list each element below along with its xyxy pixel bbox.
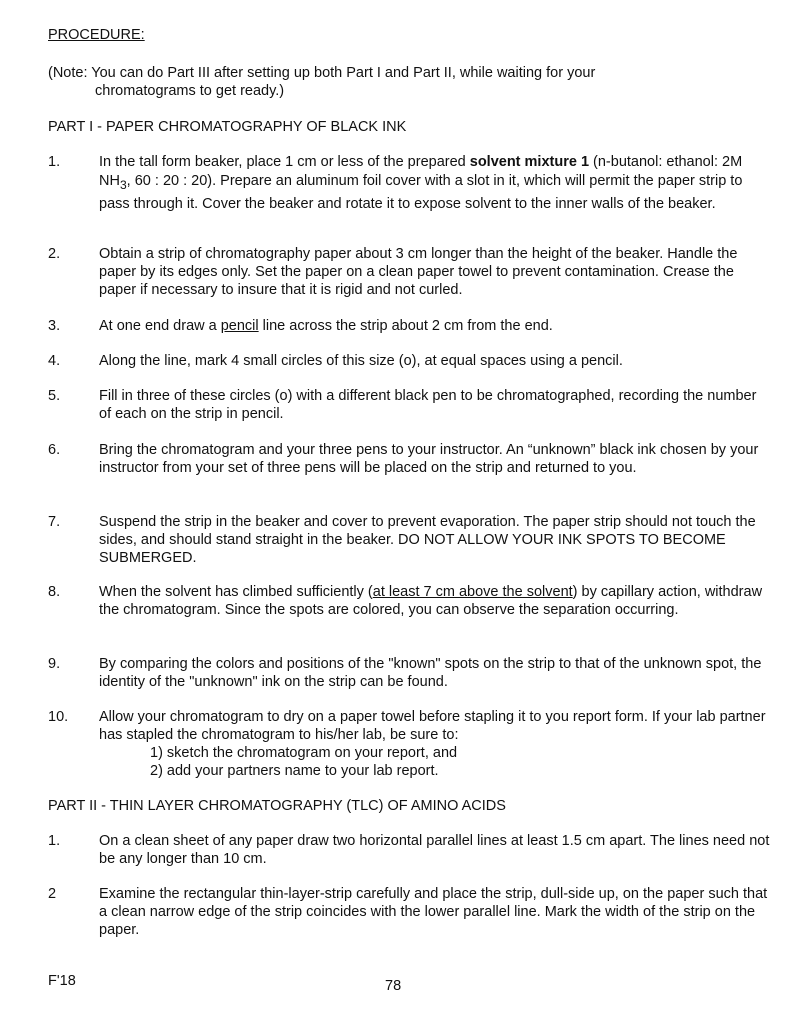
sub-item-2: 2) add your partners name to your lab report.	[150, 763, 439, 779]
subscript-3: 3	[119, 177, 127, 192]
step-text-part: line across the strip about 2 cm from the end.	[258, 318, 553, 334]
step-text-part: When the solvent has climbed sufficiently (	[99, 584, 373, 600]
step-text: Allow your chromatogram to dry on a paper towel before stapling it to you report form. If your lab partner has stapled the chromatogram to his/her lab, be sure to:	[99, 709, 766, 743]
step-number: 4.	[48, 353, 61, 369]
solvent-mixture-label: solvent mixture 1	[469, 154, 590, 170]
step-number: 7.	[48, 514, 61, 530]
step-text: Fill in three of these circles (o) with a different black pen to be chromatographed, recording the number of each on the strip in pencil.	[99, 388, 757, 422]
step-text: Obtain a strip of chromatography paper about 3 cm longer than the height of the beaker. Handle the paper by its edges only. Set the paper on a clean paper towel to prevent contamination. Crease the paper if necessary to insure that it is rigid and not curled.	[99, 246, 738, 298]
step-text	[99, 583, 771, 619]
step-text-part: ) by capillary action, withdraw the chromatogram. Since the spots are colored, you can observe the separation occurring.	[99, 584, 763, 618]
sub-item-1: 1) sketch the chromatogram on your report, and	[150, 745, 458, 761]
part1-heading: PART I - PAPER CHROMATOGRAPHY OF BLACK INK	[48, 119, 407, 135]
pencil-underlined: pencil	[220, 318, 259, 334]
step-text: On a clean sheet of any paper draw two horizontal parallel lines at least 1.5 cm apart. The lines need not be any longer than 10 cm.	[99, 833, 770, 867]
step-number: 3.	[48, 318, 61, 334]
step-number: 8.	[48, 584, 61, 600]
step-text	[99, 153, 771, 214]
footer-term: F'18	[48, 973, 76, 989]
procedure-heading: PROCEDURE:	[48, 27, 145, 43]
step-number: 9.	[48, 656, 61, 672]
step-number: 6.	[48, 442, 61, 458]
step-text: Bring the chromatogram and your three pens to your instructor. An “unknown” black ink chosen by your instructor from your set of three pens will be placed on the strip and returned to you.	[99, 442, 759, 476]
step-text	[99, 317, 771, 335]
step-text-part: (n-butanol: ethanol: 2M NH	[99, 154, 743, 189]
step-number: 10.	[48, 709, 69, 725]
step-text: Examine the rectangular thin-layer-strip carefully and place the strip, dull-side up, on the paper such that a clean narrow edge of the strip coincides with the lower parallel line. Mark the width of the strip on the paper.	[99, 886, 768, 938]
page-number: 78	[385, 978, 402, 994]
step-text-part: , 60 : 20 : 20). Prepare an aluminum foil cover with a slot in it, which will permit the paper strip to pass through it. Cover the beaker and rotate it to expose solvent to the inner walls of the beaker.	[99, 173, 743, 212]
step-text: By comparing the colors and positions of the "known" spots on the strip to that of the unknown spot, the identity of the "unknown" ink on the strip can be found.	[99, 656, 762, 690]
step-number: 2	[48, 886, 57, 902]
distance-underlined: at least 7 cm above the solvent	[372, 584, 573, 600]
step-number: 2.	[48, 246, 61, 262]
step-text-part: In the tall form beaker, place 1 cm or less of the prepared	[99, 154, 470, 170]
step-text-part: At one end draw a	[99, 318, 221, 334]
note-line-1: (Note: You can do Part III after setting up both Part I and Part II, while waiting for your	[48, 65, 596, 81]
step-text: Suspend the strip in the beaker and cover to prevent evaporation. The paper strip should not touch the sides, and should stand straight in the beaker. DO NOT ALLOW YOUR INK SPOTS TO BECOME SUBMERGED.	[99, 514, 756, 566]
step-number: 5.	[48, 388, 61, 404]
step-number: 1.	[48, 154, 61, 170]
note-line-2: chromatograms to get ready.)	[95, 83, 285, 99]
step-number: 1.	[48, 833, 61, 849]
step-text: Along the line, mark 4 small circles of this size (o), at equal spaces using a pencil.	[99, 353, 623, 369]
part2-heading: PART II - THIN LAYER CHROMATOGRAPHY (TLC) OF AMINO ACIDS	[48, 798, 506, 814]
